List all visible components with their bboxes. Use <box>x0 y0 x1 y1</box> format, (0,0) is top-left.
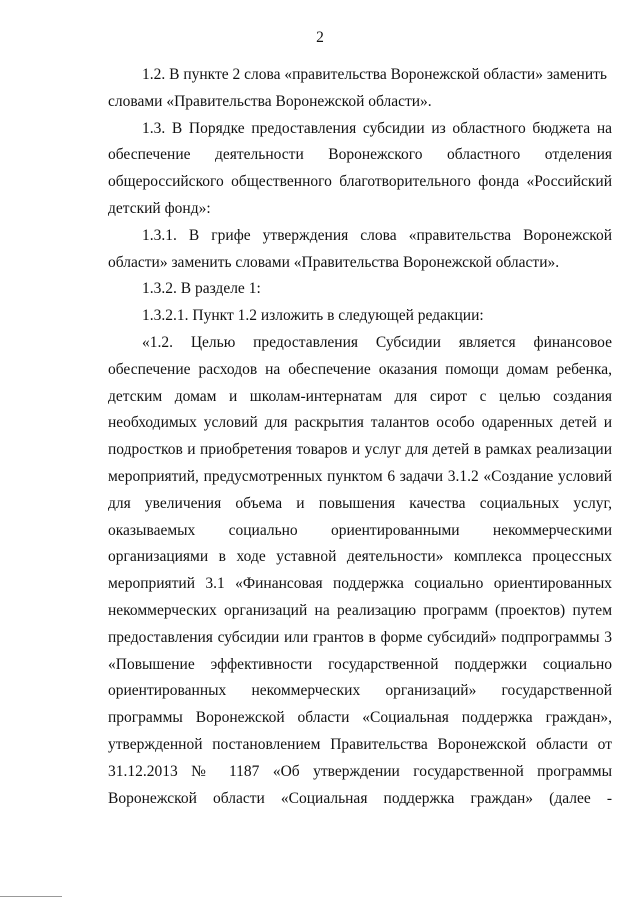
text-line: 1.2. В пункте 2 слова «правительства Воронежской области» заменить <box>142 66 607 83</box>
text-line: Воронежской области «Социальная поддержка граждан» (далее - <box>108 789 612 807</box>
text-line: обеспечение деятельности Воронежского областного отделения <box>108 146 612 164</box>
text-line: 1.3.1. В грифе утверждения слова «правительства Воронежской <box>142 226 612 244</box>
text-line: 31.12.2013 № 1187 «Об утверждении государственной программы <box>108 762 612 780</box>
footer-rule <box>0 896 62 897</box>
text-line: «1.2. Целью предоставления Субсидии является финансовое <box>142 333 612 351</box>
text-line: «Повышение эффективности государственной поддержки социально <box>108 655 612 673</box>
text-line: некоммерческих организаций на реализацию программ (проектов) путем <box>108 601 612 619</box>
text-line: подростков и приобретения товаров и услуг для детей в рамках реализации <box>108 441 612 459</box>
text-line: ориентированных некоммерческих организаций» государственной <box>108 682 612 700</box>
text-line: для увеличения объема и повышения качества социальных услуг, <box>108 494 612 512</box>
text-line: области» заменить словами «Правительства Воронежской области». <box>108 253 560 271</box>
text-line: общероссийского общественного благотворительного фонда «Российский <box>108 173 612 191</box>
text-line: обеспечение расходов на обеспечение оказания помощи домам ребенка, <box>108 360 612 378</box>
text-line: организациями в ходе уставной деятельности» комплекса процессных <box>108 548 612 566</box>
text-line: словами «Правительства Воронежской области». <box>108 92 432 110</box>
text-line: детским домам и школам-интернатам для сирот с целью создания <box>108 387 612 405</box>
body-text <box>108 62 612 812</box>
text-line: утвержденной постановлением Правительства Воронежской области от <box>108 735 612 753</box>
text-line: программы Воронежской области «Социальная поддержка граждан», <box>108 709 612 727</box>
text-line: мероприятий 3.1 «Финансовая поддержка социально ориентированных <box>108 575 612 593</box>
text-line: предоставления субсидии или грантов в форме субсидий» подпрограммы 3 <box>108 628 612 646</box>
text-line: оказываемых социально ориентированными некоммерческими <box>108 521 612 539</box>
text-line: необходимых условий для раскрытия талантов особо одаренных детей и <box>108 414 612 432</box>
text-line: 1.3.2.1. Пункт 1.2 изложить в следующей редакции: <box>142 307 484 325</box>
text-line: 1.3. В Порядке предоставления субсидии из областного бюджета на <box>142 119 612 137</box>
text-line: детский фонд»: <box>108 199 211 217</box>
text-line: мероприятий, предусмотренных пунктом 6 задачи 3.1.2 «Создание условий <box>108 467 612 485</box>
page-number: 2 <box>316 29 324 46</box>
text-line: 1.3.2. В разделе 1: <box>142 280 261 298</box>
